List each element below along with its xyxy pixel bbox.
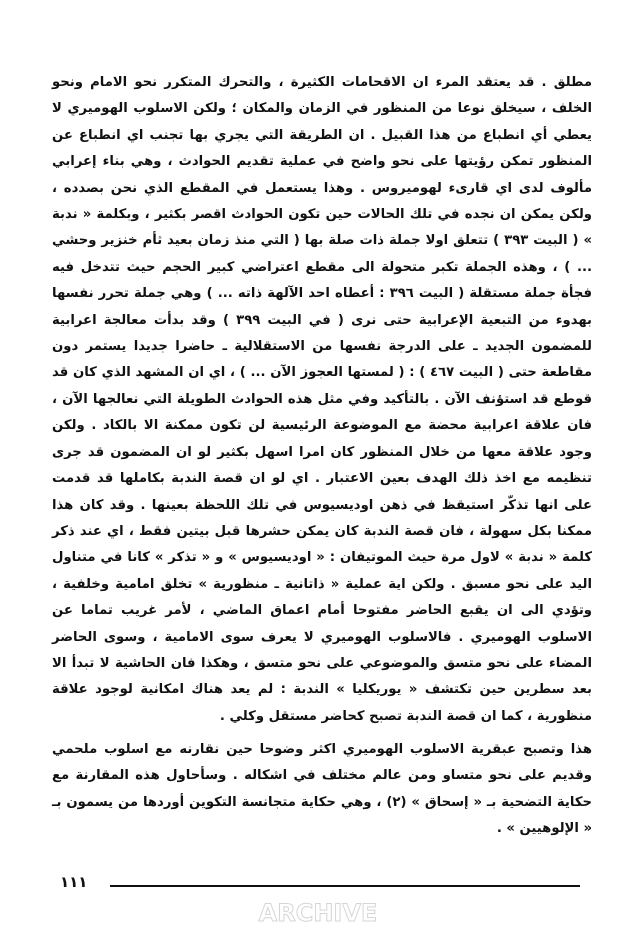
watermark-text: ARCHIVE (258, 899, 378, 927)
footer-rule (110, 885, 580, 887)
page-number: ١١١ (60, 873, 88, 891)
body-paragraph-2: هذا وتصبح عبقرية الاسلوب الهوميري اكثر وضوحا حين نقارنه مع اسلوب ملحمي وقديم على نحو متساو ومن عالم مختلف في اشكاله . وسأحاول هذه المقارنة مع حكاية التضحية بـ « إسحاق » (٢) ، وهي حكاية متجانسة التكوين أوردها من يسمون بـ « الإلوهيين » . (52, 742, 592, 837)
archive-watermark-logo (248, 895, 388, 931)
body-paragraph-1: مطلق . قد يعتقد المرء ان الاقحامات الكثيرة ، والتحرك المتكرر نحو الامام ونحو الخلف ، سيخلق نوعا من المنظور في الزمان والمكان ؛ ولكن الاسلوب الهوميري لا يعطي أي انطباع من هذا القبيل . ان الطريقة التي يجري بها تجنب اي انطباع عن المنظور تمكن رؤيتها على نحو واضح في عملية تقديم الحوادث ، وهي بناء إعرابي مألوف لدى اي قارىء لهوميروس . وهذا يستعمل في المقطع الذي نحن بصدده ، ولكن يمكن ان نجده في تلك الحالات حين تكون الحوادث اقصر بكثير ، وبكلمة « ندبة » ( البيت ٣٩٣ ) تتعلق اولا جملة ذات صلة بها ( التي منذ زمان بعيد ثأم خنزير وحشي ... ) ، وهذه الجملة تكبر متحولة الى مقطع اعتراضي كبير الحجم حيث تتدخل فيه فجأة جملة مستقلة ( البيت ٣٩٦ : أعطاه احد الآلهة ذاته ... ) وهي جملة تحرر نفسها بهدوء من التبعية الإعرابية حتى نرى ( في البيت ٣٩٩ ) وقد بدأت معالجة اعرابية للمضمون الجديد ـ على الدرجة نفسها من الاستقلالية ـ حاضرا جديدا يستمر دون مقاطعة حتى ( البيت ٤٦٧ ) : ( لمستها العجوز الآن ... ) ، اي ان المشهد الذي كان قد قوطع قد استؤنف الآن . بالتأكيد وفي مثل هذه الحوادث الطويلة التي نعالجها الآن ، فان علاقة اعرابية محضة مع الموضوعة الرئيسية لن تكون ممكنة الا بالكاد . ولكن وجود علاقة معها من خلال المنظور كان امرا اسهل بكثير لو ان المضمون قد جرى تنظيمه مع اخذ ذلك الهدف بعين الاعتبار . اي لو ان قصة الندبة بكاملها قد قدمت على انها تذكّر استيقظ في ذهن اوديسيوس في تلك اللحظة بعينها . وقد كان هذا ممكنا بكل سهولة ، فان قصة الندبة كان يمكن حشرها قبل بيتين فقط ، اي عند ذكر كلمة « ندبة » لاول مرة حيث الموتيفان : « اوديسيوس » و « تذكر » كانا في متناول اليد على نحو مسبق . ولكن اية عملية « ذاتانية ـ منظورية » تخلق امامية وخلفية ، وتؤدي الى ان يقبع الحاضر مفتوحا أمام اعماق الماضي ، لأمر غريب تماما عن الاسلوب الهوميري . فالاسلوب الهوميري لا يعرف سوى الامامية ، وسوى الحاضر المضاء على نحو متسق والموضوعي على نحو متسق ، وهكذا فان الحاشية لا تبدأ الا بعد سطرين حين تكتشف « يوريكليا » الندبة : لم يعد هناك امكانية لوجود علاقة منظورية ، كما ان قصة الندبة تصبح كحاضر مستقل وكلي . (52, 75, 593, 724)
